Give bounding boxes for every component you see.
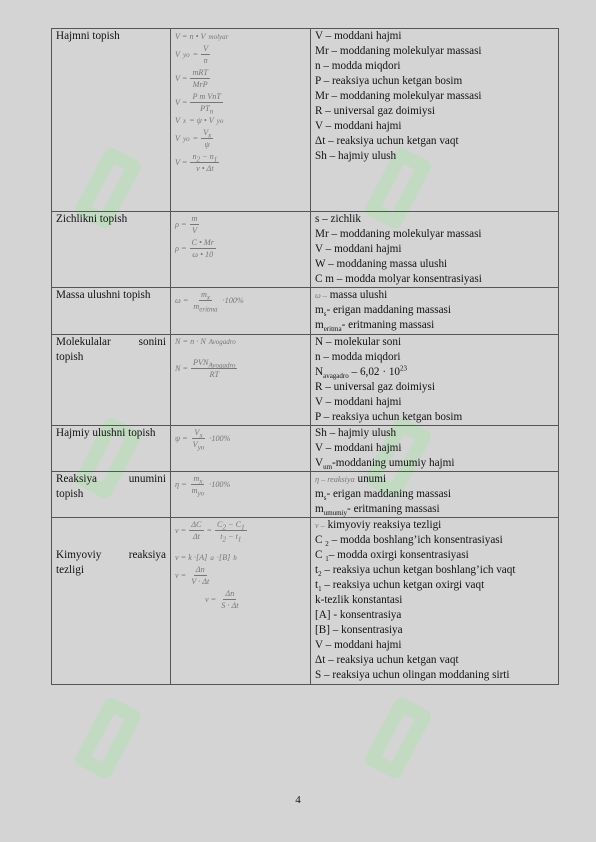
description-cell bbox=[311, 29, 559, 212]
description-line: Sh – hajmiy ulush bbox=[315, 427, 397, 439]
formula: V = mRT MrP bbox=[175, 68, 208, 89]
description-line: Mr – moddaning molekulyar massasi bbox=[315, 90, 482, 102]
row-label-cell bbox=[52, 288, 171, 335]
description-cell bbox=[311, 472, 559, 518]
formula: N = n · N Avogadro bbox=[175, 337, 236, 346]
description-line: $t_1$ – reaksiya uchun ketgan oxirgi vaqt bbox=[315, 579, 485, 594]
description-cell bbox=[311, 288, 559, 335]
description-line: Mr – moddaning molekulyar massasi bbox=[315, 45, 482, 57]
row-label: Kimyoviy reaksiya tezligi bbox=[56, 549, 166, 576]
description-line: Sh – hajmiy ulush bbox=[315, 150, 397, 162]
formula: V x = ψ • V yo bbox=[175, 116, 224, 125]
formula: V = P m VnT $PT_n$ bbox=[175, 92, 221, 116]
description-line: $m_s-$ erigan maddaning massasi bbox=[315, 488, 452, 503]
row-label-cell bbox=[52, 212, 171, 288]
table-row bbox=[52, 335, 559, 426]
formula: ν = k ·[A] a ·[B] b bbox=[175, 553, 237, 562]
description-cell bbox=[311, 426, 559, 472]
description-line: ω – massa ulushi bbox=[315, 289, 388, 301]
table-row bbox=[52, 212, 559, 288]
description-line: V – moddani hajmi bbox=[315, 30, 402, 42]
formula: N = $PVN_{Avogadro}$ RT bbox=[175, 358, 236, 379]
description-line: Δt – reaksiya uchun ketgan vaqt bbox=[315, 654, 459, 666]
formula-cell bbox=[171, 518, 311, 685]
formula-cell bbox=[171, 335, 311, 426]
row-label: Reaksiya unumini topish bbox=[56, 473, 166, 500]
description-line: P – reaksiya uchun ketgan bosim bbox=[315, 75, 463, 87]
description-line: n – modda miqdori bbox=[315, 60, 401, 72]
formula: ν = Δn V · Δt bbox=[175, 565, 210, 586]
description-line: R – universal gaz doimiysi bbox=[315, 381, 435, 393]
formula: V yo = $V_x$ ψ bbox=[175, 128, 212, 149]
row-label: Zichlikni topish bbox=[56, 213, 128, 225]
row-label: Massa ulushni topish bbox=[56, 289, 151, 301]
description-line: S – reaksiya uchun olingan moddaning sirti bbox=[315, 669, 510, 681]
formula: ψ = $V_x$ $V_{yo}$ ·100% bbox=[175, 428, 231, 452]
description-line: [B] – konsentrasiya bbox=[315, 624, 403, 636]
description-line: $m_{umumiy}-$ eritmaning massasi bbox=[315, 503, 440, 518]
description-cell bbox=[311, 335, 559, 426]
formula-cell bbox=[171, 212, 311, 288]
formula: V yo = V n bbox=[175, 44, 209, 65]
description-line: s – zichlik bbox=[315, 213, 361, 225]
description-line: [A] - konsentrasiya bbox=[315, 609, 402, 621]
description-line: n – modda miqdori bbox=[315, 351, 401, 363]
description-line: ν – kimyoviy reaksiya tezligi bbox=[315, 519, 442, 531]
description-line: C $_1$– modda oxirgi konsentrasiyasi bbox=[315, 549, 469, 564]
formula-cell bbox=[171, 288, 311, 335]
formula-cell bbox=[171, 29, 311, 212]
table-row bbox=[52, 288, 559, 335]
description-line: k-tezlik konstantasi bbox=[315, 594, 403, 606]
description-line: $N_{avagadro} - 6,02 \cdot 10^{23}$ bbox=[315, 364, 408, 381]
description-line: R – universal gaz doimiysi bbox=[315, 105, 435, 117]
formula: ρ = m V bbox=[175, 214, 198, 235]
description-line: V – moddani hajmi bbox=[315, 639, 402, 651]
formula: V = $n_2 - n_1$ ν • Δt bbox=[175, 152, 218, 173]
description-line: Δt – reaksiya uchun ketgan vaqt bbox=[315, 135, 459, 147]
description-line: $m_s-$ erigan maddaning massasi bbox=[315, 304, 452, 319]
row-label-cell bbox=[52, 426, 171, 472]
description-line: $V_{um}$-moddaning umumiy hajmi bbox=[315, 457, 455, 472]
description-line: C $_2$ – modda boshlang’ich konsentrasiyasi bbox=[315, 534, 503, 549]
description-line: η – reaksiya unumi bbox=[315, 473, 387, 485]
formula: η = $m_x$ $m_{yo}$ ·100% bbox=[175, 474, 231, 498]
formula: ν = Δn S · Δt bbox=[205, 589, 239, 610]
description-line: V – moddani hajmi bbox=[315, 120, 402, 132]
formula-cell bbox=[171, 472, 311, 518]
row-label: Molekulalar sonini topish bbox=[56, 336, 166, 363]
row-label-cell bbox=[52, 335, 171, 426]
description-cell bbox=[311, 518, 559, 685]
page-number: 4 bbox=[295, 794, 301, 806]
row-label-cell bbox=[52, 472, 171, 518]
formula: V = n • V molyar bbox=[175, 32, 229, 41]
formula-table bbox=[51, 28, 559, 685]
description-line: W – moddaning massa ulushi bbox=[315, 258, 448, 270]
formula: ν = ΔC Δt = $C_2 - C_1$ $t_2 - t_1$ bbox=[175, 520, 245, 544]
table-row bbox=[52, 426, 559, 472]
row-label: Hajmni topish bbox=[56, 30, 120, 42]
description-line: V – moddani hajmi bbox=[315, 243, 402, 255]
formula-cell bbox=[171, 426, 311, 472]
description-line: V – moddani hajmi bbox=[315, 396, 402, 408]
description-cell bbox=[311, 212, 559, 288]
description-line: Mr – moddaning molekulyar massasi bbox=[315, 228, 482, 240]
table-row bbox=[52, 518, 559, 685]
description-line: $t_2$ – reaksiya uchun ketgan boshlang’ich vaqt bbox=[315, 564, 516, 579]
description-line: N – molekular soni bbox=[315, 336, 402, 348]
table-row bbox=[52, 472, 559, 518]
formula: ρ = C • Mr ω • 10 bbox=[175, 238, 214, 259]
description-line: V – moddani hajmi bbox=[315, 442, 402, 454]
description-line: $m_{eritma}-$ eritmaning massasi bbox=[315, 319, 435, 334]
row-label-cell bbox=[52, 29, 171, 212]
formula: ω = $m_x$ $m_{eritma}$ ·100% bbox=[175, 290, 244, 314]
row-label: Hajmiy ulushni topish bbox=[56, 427, 156, 439]
table-row bbox=[52, 29, 559, 212]
description-line: C m – modda molyar konsentrasiyasi bbox=[315, 273, 482, 285]
description-line: P – reaksiya uchun ketgan bosim bbox=[315, 411, 463, 423]
row-label-cell bbox=[52, 518, 171, 685]
